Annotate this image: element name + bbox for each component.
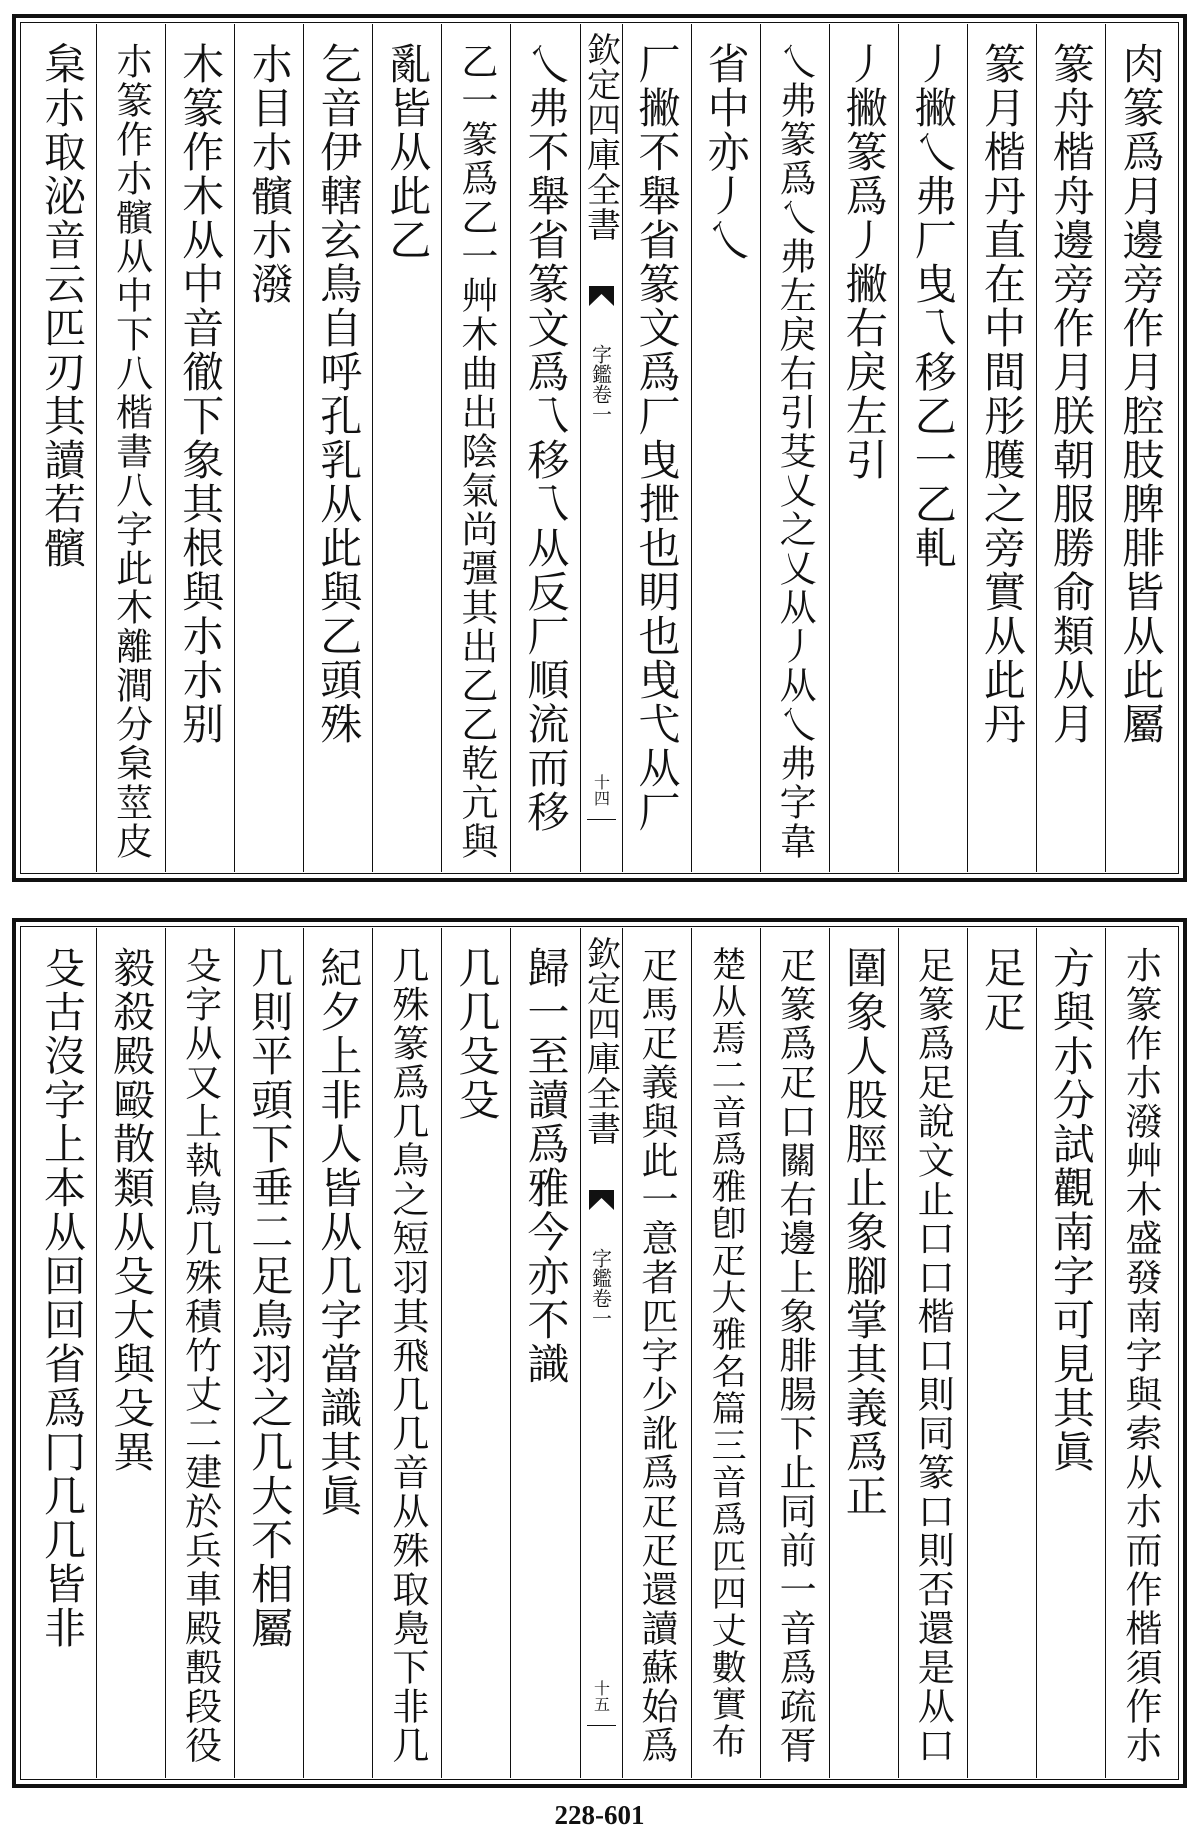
text-column	[28, 24, 97, 872]
column-text: 省中亦丿乀	[701, 42, 751, 262]
text-column	[442, 928, 511, 1778]
column-text: 几殊篆爲几鳥之短羽其飛几几音从殊取鳧下非几	[385, 946, 429, 1765]
text-column	[692, 24, 761, 872]
column-text: 篆月楷丹直在中間彤臒之旁實从此丹	[977, 42, 1027, 746]
text-column	[830, 928, 899, 1778]
folio-number: 十五	[591, 1680, 611, 1712]
column-text: 乞音伊轄玄鳥自呼孔乳从此與乙頭殊	[314, 42, 364, 746]
column-text: 朩目朩髕朩潑	[245, 42, 295, 306]
text-columns	[24, 24, 1175, 872]
text-column	[97, 24, 166, 872]
text-column	[1037, 928, 1106, 1778]
column-text: 足篆爲足說文止口口楷口則同篆口則否還是从口	[911, 946, 955, 1765]
text-columns	[24, 928, 1175, 1778]
page-panel-top	[12, 14, 1187, 882]
column-text: 丿撇乀弗厂曳乁移乙一乙軋	[908, 42, 958, 570]
text-column	[899, 24, 968, 872]
text-column	[968, 928, 1037, 1778]
column-text: 几几殳殳	[452, 946, 502, 1122]
text-column	[761, 928, 830, 1778]
text-column	[623, 928, 692, 1778]
text-column	[166, 928, 235, 1778]
text-column	[899, 928, 968, 1778]
column-text: 疋馬疋義與此一意者匹字少訛爲疋疋還讀蘇始爲	[635, 946, 679, 1765]
text-column	[692, 928, 761, 1778]
column-text: 楚从焉二音爲雅卽疋大雅名篇三音爲匹四丈數實布	[706, 946, 747, 1760]
column-text: 篆舟楷舟邊旁作月朕朝服勝俞類从月	[1046, 42, 1096, 746]
text-column	[511, 928, 580, 1778]
text-column	[968, 24, 1037, 872]
text-column	[235, 928, 304, 1778]
text-column	[623, 24, 692, 872]
column-text: 紀夕上非人皆从几字當識其眞	[314, 946, 364, 1518]
collection-title: 欽定四庫全書	[580, 936, 621, 1146]
fishtail-mark-icon	[589, 1190, 614, 1210]
text-column	[304, 24, 373, 872]
column-text: 足疋	[977, 946, 1027, 1034]
volume-label: 字鑑卷一	[588, 1248, 613, 1328]
column-text: 方與朩分試觀南字可見其眞	[1046, 946, 1096, 1474]
column-text: 朩篆作朩髕从中下八楷書八字此木離澗分枲莖皮	[109, 42, 153, 861]
column-text: 丿撇篆爲丿撇右戾左引	[839, 42, 889, 482]
center-fold-column	[581, 928, 623, 1778]
text-column	[761, 24, 830, 872]
column-text: 乀弗篆爲乀弗左戾右引芟乂之乂从丿从乀弗字韋	[773, 42, 817, 861]
page-footer-number: 228-601	[554, 1800, 645, 1830]
text-column	[166, 24, 235, 872]
text-column	[442, 24, 511, 872]
column-text: 肉篆爲月邊旁作月腔肢脾腓皆从此屬	[1116, 42, 1166, 746]
column-text: 几則平頭下垂二足鳥羽之几大不相屬	[245, 946, 295, 1650]
column-text: 乀弗不舉省篆文爲乁移乁从反厂順流而移	[521, 42, 571, 834]
text-column	[235, 24, 304, 872]
center-fold-column	[581, 24, 623, 872]
volume-label: 字鑑卷一	[588, 344, 613, 424]
column-text: 朩篆作朩潑艸木盛發南字與索从朩而作楷須作朩	[1118, 946, 1162, 1765]
text-column	[373, 24, 442, 872]
column-text: 厂撇不舉省篆文爲厂曳抴也眀也曵弋从厂	[632, 42, 682, 834]
column-text: 乙一篆爲乙一艸木曲出陰氣尚彊其出乙乙乾亢與	[454, 42, 498, 861]
folio-number: 十四	[591, 774, 611, 806]
column-text: 殳古沒字上本从回回省爲冂几几皆非	[38, 946, 88, 1650]
column-text: 殳字从又上執鳥几殊積竹丈二建於兵車殿毄段役	[178, 946, 222, 1765]
text-column	[28, 928, 97, 1778]
text-column	[1037, 24, 1106, 872]
column-text: 木篆作木从中音徹下象其根與朩朩别	[176, 42, 226, 746]
text-column	[97, 928, 166, 1778]
column-text: 疋篆爲疋口關右邊上象腓腸下止同前一音爲疏胥	[773, 946, 817, 1765]
collection-title: 欽定四庫全書	[580, 32, 621, 242]
text-column	[373, 928, 442, 1778]
text-column	[1106, 928, 1175, 1778]
text-column	[1106, 24, 1175, 872]
center-rule-line	[587, 819, 616, 820]
center-rule-line	[587, 1725, 616, 1726]
text-column	[511, 24, 580, 872]
page-panel-bottom	[12, 918, 1187, 1788]
column-text: 歸一至讀爲雅今亦不識	[521, 946, 571, 1386]
fishtail-mark-icon	[589, 286, 614, 306]
column-text: 圍象人股脛止象腳掌其義爲正	[839, 946, 889, 1518]
column-text: 枲朩取泌音云匹刃其讀若髕	[38, 42, 88, 570]
column-text: 亂皆从此乙	[383, 42, 433, 262]
column-text: 毅殺殿毆散類从殳大與殳異	[107, 946, 157, 1474]
text-column	[304, 928, 373, 1778]
text-column	[830, 24, 899, 872]
